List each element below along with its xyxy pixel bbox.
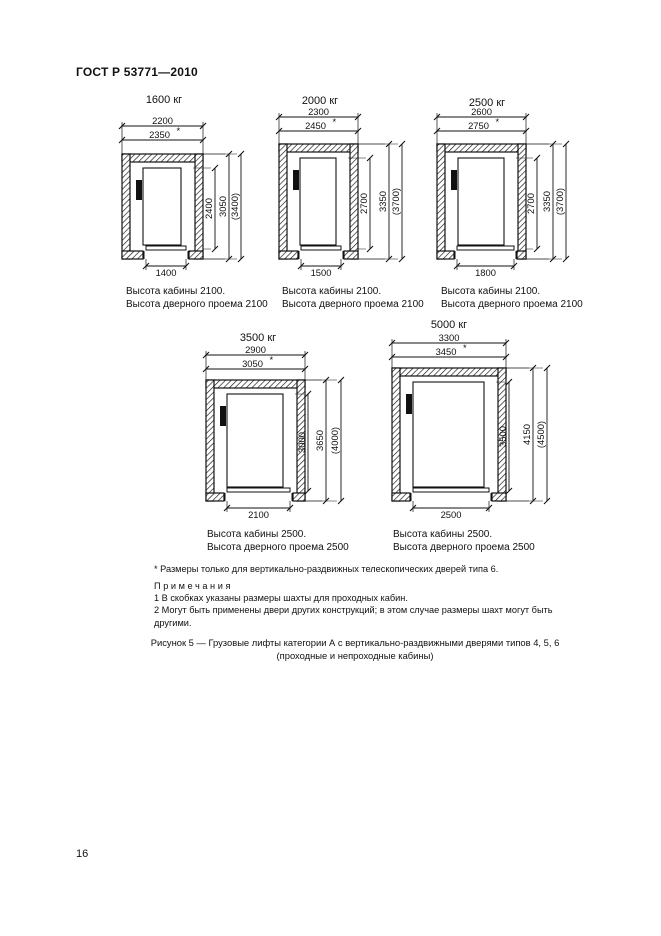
lift-2-width-mark: *	[332, 116, 337, 127]
lift-3-door-height: Высота дверного проема 2100	[441, 299, 583, 310]
lift-4-caption	[207, 528, 349, 554]
lift-2-door-height: Высота дверного проема 2100	[282, 299, 424, 310]
lift-4-door-label: 2100	[248, 509, 269, 520]
lift-3-door-sill	[457, 246, 514, 250]
lift-1-shaft-depth-alt-label: (3400)	[229, 192, 240, 221]
lift-4-width-label: 2900	[245, 344, 266, 355]
lift-1-door-height: Высота дверного проема 2100	[126, 299, 268, 310]
lift-4-plan	[203, 344, 344, 520]
lift-4-load: 3500 кг	[239, 332, 277, 344]
notes-title: Примечания	[154, 581, 234, 591]
lift-5-counterweight	[406, 394, 412, 414]
lift-5-wall-bottom-left	[392, 493, 410, 501]
lift-1-cab-depth-label: 2400	[203, 198, 214, 219]
lift-1-cabin	[143, 168, 181, 245]
lift-2-wall-top	[279, 144, 358, 152]
lift-5-width-label: 3300	[438, 332, 460, 343]
lift-2-caption	[282, 285, 424, 311]
lift-1-shaft-depth-label: 3050	[217, 196, 228, 217]
lift-1-plan	[119, 115, 244, 278]
lift-1-wall-left	[122, 154, 130, 259]
lift-3-door-label: 1800	[475, 267, 496, 278]
lift-5-door-height: Высота дверного проема 2500	[393, 542, 535, 553]
lift-5-width-mark: *	[463, 342, 467, 353]
lift-3-cabin	[458, 158, 504, 245]
lift-2-width-alt-label: 2450	[305, 120, 326, 131]
lift-3-width-alt-label: 2750	[468, 120, 489, 131]
lift-1-counterweight	[136, 180, 142, 200]
figure-caption	[110, 637, 600, 662]
lift-1-cabin-height: Высота кабины 2100.	[126, 286, 226, 297]
page-number: 16	[76, 848, 89, 860]
lift-5-cabin-height: Высота кабины 2500.	[393, 529, 493, 540]
lift-4-width-mark: *	[269, 354, 274, 365]
lift-4-shaft-depth-alt-label: (4000)	[329, 426, 340, 455]
lift-4-cabin-height: Высота кабины 2500.	[207, 529, 307, 540]
lift-2-wall-bottom-right	[344, 251, 358, 259]
lift-4-wall-top	[206, 380, 305, 388]
lift-1-door-sill	[146, 246, 186, 250]
lift-4-wall-left	[206, 380, 214, 501]
lift-1-width-alt-label: 2350	[149, 129, 170, 140]
lift-4-shaft-depth-label: 3650	[314, 430, 325, 451]
lift-3-plan	[434, 106, 569, 278]
lift-5-wall-top	[392, 368, 506, 376]
lift-3-wall-left	[437, 144, 445, 259]
lift-5-wall-left	[392, 368, 400, 501]
lift-5-door-label: 2500	[440, 509, 462, 520]
lift-1-door-label: 1400	[155, 267, 177, 278]
note-2: 2 Могут быть применены двери других конструкций; в этом случае размеры шахт могут быть другими.	[154, 605, 553, 628]
lift-5-shaft-depth-alt-label: (4500)	[535, 420, 546, 449]
lift-3-counterweight	[451, 170, 457, 190]
lift-2-door-label: 1500	[310, 267, 332, 278]
lift-1-wall-bottom-right	[189, 251, 203, 259]
lift-2-cabin-height: Высота кабины 2100.	[282, 286, 382, 297]
lift-1-wall-top	[122, 154, 203, 162]
figure-caption-line-1: Рисунок 5 — Грузовые лифты категории А с вертикально-раздвижными дверями типов 4, 5, 6	[150, 637, 560, 648]
note-1: 1 В скобках указаны размеры шахты для проходных кабин.	[154, 593, 408, 603]
lift-5-width-alt-label: 3450	[435, 346, 457, 357]
lift-2-cabin	[300, 158, 336, 245]
lift-3-caption	[441, 285, 583, 311]
lift-3-shaft-depth-alt-label: (3700)	[554, 187, 565, 216]
lift-2-door-sill	[301, 246, 341, 250]
lift-3-wall-top	[437, 144, 526, 152]
lift-5-load: 5000 кг	[430, 319, 468, 331]
lift-2-plan	[276, 106, 405, 278]
lift-3-shaft-depth-label: 3350	[541, 191, 552, 212]
lift-4-width-alt-label: 3050	[242, 358, 263, 369]
lift-2-wall-bottom-left	[279, 251, 298, 259]
lift-3-width-mark: *	[495, 116, 500, 127]
lift-1-width-label: 2200	[152, 115, 173, 126]
lift-4-cab-depth-label: 3000	[296, 432, 307, 453]
footnote: * Размеры только для вертикально-раздвижных телескопических дверей типа 6.	[154, 564, 499, 574]
lift-5-plan	[389, 332, 550, 520]
lift-3-width-label: 2600	[471, 106, 492, 117]
lift-3-wall-bottom-left	[437, 251, 454, 259]
lift-3-load: 2500 кг	[468, 97, 506, 109]
lift-4-wall-bottom-right	[293, 493, 305, 501]
lift-1-wall-bottom-left	[122, 251, 143, 259]
lift-4-wall-bottom-left	[206, 493, 224, 501]
lift-1-load: 1600 кг	[145, 94, 183, 106]
lift-2-load: 2000 кг	[301, 95, 339, 107]
lift-2-counterweight	[293, 170, 299, 190]
document-code: ГОСТ Р 53771—2010	[76, 65, 198, 79]
lift-2-shaft-depth-label: 3350	[377, 191, 388, 212]
lift-1-width-mark: *	[176, 125, 181, 136]
lift-5-door-sill	[413, 488, 489, 492]
figure-caption-line-2: (проходные и непроходные кабины)	[276, 649, 434, 661]
lift-4-door-sill	[227, 488, 290, 492]
lift-5-cab-depth-label: 3500	[497, 426, 508, 447]
lift-5-shaft-depth-label: 4150	[521, 424, 532, 445]
lift-3-cab-depth-label: 2700	[525, 193, 536, 214]
lift-4-cabin	[227, 394, 283, 487]
lift-5-cabin	[413, 382, 484, 487]
lift-3-wall-bottom-right	[517, 251, 526, 259]
lift-2-cab-depth-label: 2700	[358, 193, 369, 214]
lift-2-wall-left	[279, 144, 287, 259]
lift-2-shaft-depth-alt-label: (3700)	[390, 187, 401, 216]
lift-1-caption	[126, 285, 268, 311]
lift-4-door-height: Высота дверного проема 2500	[207, 542, 349, 553]
lift-4-counterweight	[220, 406, 226, 426]
lift-2-width-label: 2300	[308, 106, 329, 117]
lift-3-cabin-height: Высота кабины 2100.	[441, 286, 541, 297]
lift-2-wall-right	[350, 144, 358, 259]
lift-5-wall-bottom-right	[492, 493, 506, 501]
lift-5-caption	[393, 528, 535, 554]
lift-1-wall-right	[195, 154, 203, 259]
